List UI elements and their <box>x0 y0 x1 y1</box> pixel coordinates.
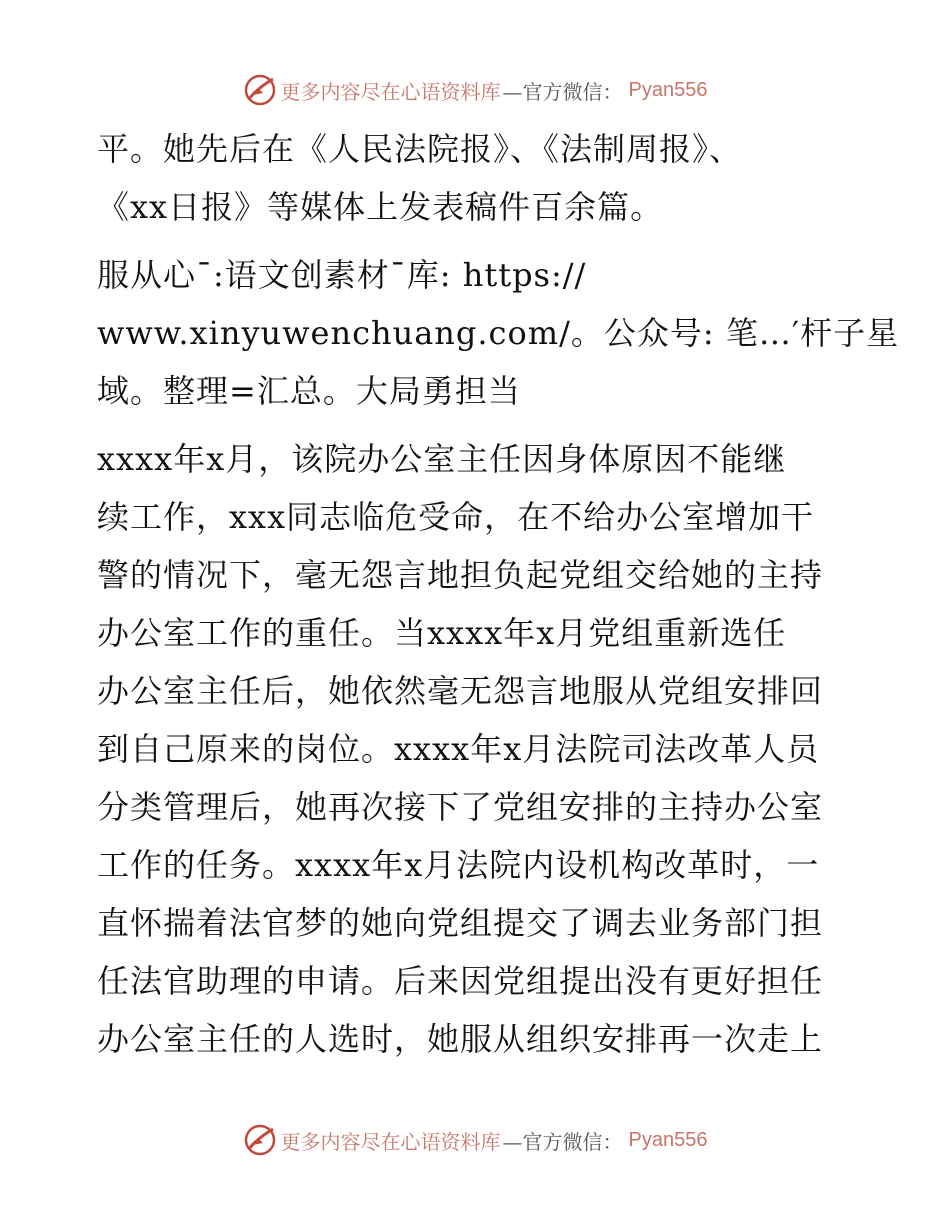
pen-logo-icon <box>243 73 277 107</box>
text-line: 域。整理=汇总。大局勇担当 <box>97 372 521 410</box>
text-line: 《xx日报》等媒体上发表稿件百余篇。 <box>97 188 664 226</box>
text-line: 服从心¯:语文创素材¯库: https:// <box>97 256 587 294</box>
document-body <box>97 120 900 1068</box>
text-line: 工作的任务。xxxx年x月法院内设机构改革时，一 <box>97 846 820 884</box>
header-banner <box>0 70 950 110</box>
paragraph-1 <box>97 120 857 236</box>
text-line: 到自己原来的岗位。xxxx年x月法院司法改革人员 <box>97 730 820 768</box>
text-line: 办公室主任的人选时，她服从组织安排再一次走上 <box>97 1020 824 1058</box>
text-line: xxxx年x月，该院办公室主任因身体原因不能继 <box>97 440 787 478</box>
text-line: 直怀揣着法官梦的她向党组提交了调去业务部门担 <box>97 904 824 942</box>
text-line: 警的情况下，毫无怨言地担负起党组交给她的主持 <box>97 556 824 594</box>
banner-official: —官方微信： <box>502 79 623 104</box>
text-line: 办公室主任后，她依然毫无怨言地服从党组安排回 <box>97 672 824 710</box>
banner-wechat-id: Pyan556 <box>628 78 708 101</box>
paragraph-3 <box>97 430 857 1068</box>
text-line: 分类管理后，她再次接下了党组安排的主持办公室 <box>97 788 824 826</box>
footer-banner <box>0 1120 950 1160</box>
banner-official: —官方微信： <box>502 1129 623 1154</box>
banner-wechat-id: Pyan556 <box>628 1128 708 1151</box>
text-line: 平。她先后在《人民法院报》、《法制周报》、 <box>97 130 743 168</box>
paragraph-2 <box>97 246 900 420</box>
banner-text: 更多内容尽在心语资料库 <box>280 1129 501 1154</box>
text-line: www.xinyuwenchuang.com/。公众号: 笔…′杆子星 <box>97 314 900 352</box>
text-line: 续工作，xxx同志临危受命，在不给办公室增加干 <box>97 498 815 536</box>
banner-text: 更多内容尽在心语资料库 <box>280 79 501 104</box>
pen-logo-icon <box>243 1123 277 1157</box>
text-line: 任法官助理的申请。后来因党组提出没有更好担任 <box>97 962 824 1000</box>
text-line: 办公室工作的重任。当xxxx年x月党组重新选任 <box>97 614 787 652</box>
